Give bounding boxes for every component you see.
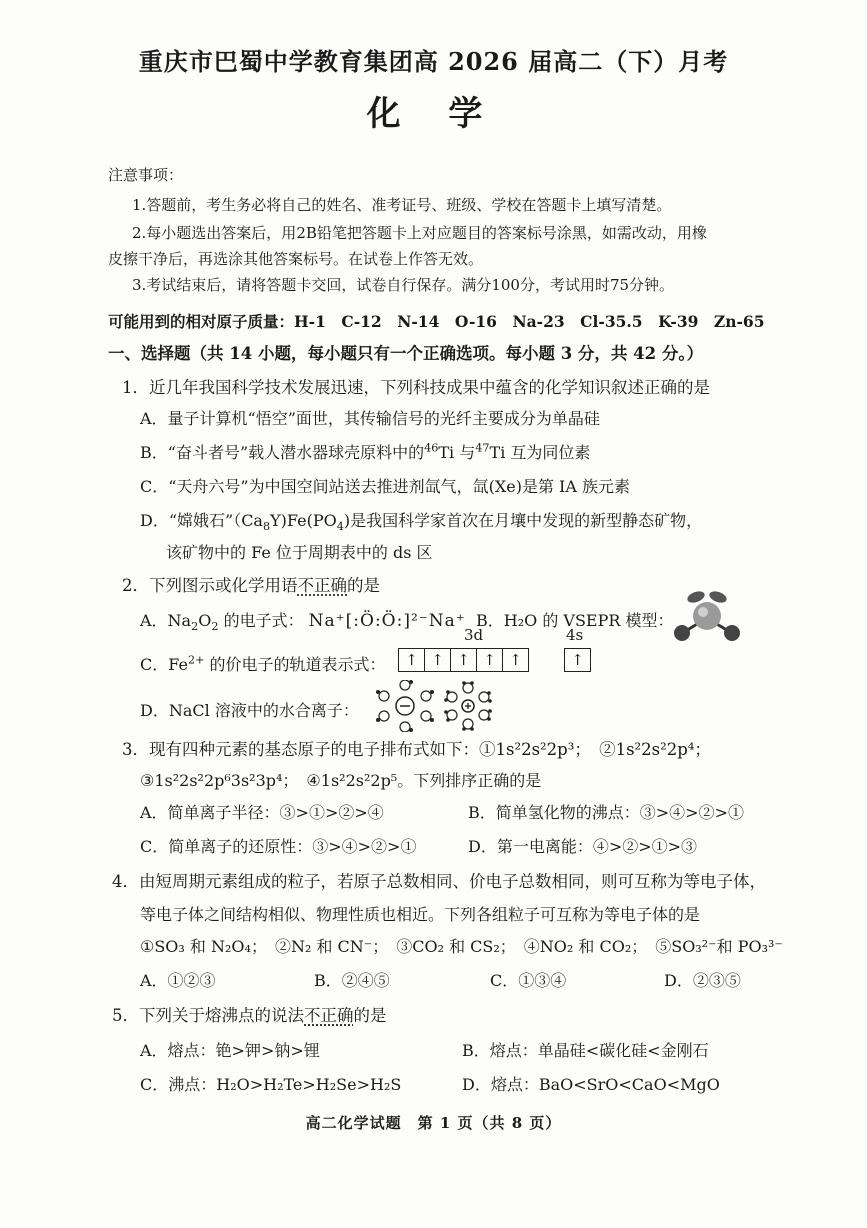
q5-option-c: C．沸点：H₂O>H₂Te>H₂Se>H₂S — [140, 1075, 402, 1094]
q1-d-text2: Y)Fe(PO — [270, 511, 337, 530]
atomic-masses: 可能用到的相对原子质量：H-1 C-12 N-14 O-16 Na-23 Cl-35.5 K-39 Zn-65 — [108, 312, 765, 331]
notice-item-1: 1.答题前，考生务必将自己的姓名、准考证号、班级、学校在答题卡上填写清楚。 — [132, 196, 672, 214]
q3-stem-cont: ③1s²2s²2p⁶3s²3p⁴； ④1s²2s²2p⁵。下列排序正确的是 — [140, 771, 542, 790]
q2-stem-text: 2．下列图示或化学用语 — [122, 576, 298, 595]
q3-option-b: B．简单氢化物的沸点：③>④>②>① — [468, 803, 744, 822]
orbital-cell: ↑ — [399, 649, 425, 671]
q2-option-c — [140, 652, 386, 675]
notice-item-2-cont: 皮擦干净后，再选涂其他答案标号。在试卷上作答无效。 — [108, 250, 484, 268]
orbital-cell: ↑ — [477, 649, 503, 671]
q3-option-a: A．简单离子半径：③>①>②>④ — [140, 803, 384, 822]
orbital-cell: ↑ — [571, 651, 584, 669]
q5-option-a: A．熔点：铯>钾>钠>锂 — [140, 1041, 320, 1060]
q5-stem-emphasis: 不正确 — [304, 1006, 354, 1025]
q1-d-sub2: 4 — [336, 520, 344, 534]
q1-option-c: C．“天舟六号”为中国空间站送去推进剂氙气，氙(Xe)是第 IA 族元素 — [140, 477, 630, 496]
orbital-cell: ↑ — [509, 651, 522, 669]
subject-title: 化 学 — [366, 94, 501, 134]
q1-option-a: A．量子计算机“悟空”面世，其传输信号的光纤主要成分为单晶硅 — [140, 409, 600, 428]
q5-stem-text: 5．下列关于熔沸点的说法 — [112, 1006, 304, 1025]
q4-stem: 4．由短周期元素组成的粒子，若原子总数相同、价电子总数相同，则可互称为等电子体， — [112, 872, 766, 891]
q2-a-sub2: 2 — [211, 620, 219, 634]
q1-b-mass1: 46 — [424, 441, 439, 455]
orbital-box-3d — [398, 648, 529, 672]
q2-a-formula: Na⁺[:Ö:Ö:]²⁻Na⁺ — [308, 611, 466, 631]
q1-b-mass2: 47 — [475, 441, 490, 455]
q3-stem: 3．现有四种元素的基态原子的电子排布式如下：①1s²2s²2p³； ②1s²2s²2p⁴； — [122, 740, 711, 759]
q4-option-c: C．①③④ — [490, 971, 567, 990]
q2-a-text2: O — [198, 611, 212, 630]
orbital-cell: ↑ — [425, 649, 451, 671]
q1-d-text3: )是我国科学家首次在月壤中发现的新型静态矿物， — [343, 511, 703, 530]
hydrated-ion-icon — [372, 680, 500, 732]
q3-option-d: D．第一电离能：④>②>①>③ — [468, 837, 698, 856]
q1-option-d-cont: 该矿物中的 Fe 位于周期表中的 ds 区 — [166, 543, 433, 562]
q1-option-d — [140, 508, 703, 534]
q4-option-b: B．②④⑤ — [314, 971, 390, 990]
q2-option-b: B．H₂O 的 VSEPR 模型： — [476, 611, 674, 630]
q5-option-d: D．熔点：BaO<SrO<CaO<MgO — [462, 1075, 720, 1094]
q5-stem — [112, 1002, 387, 1026]
q4-stem-cont: 等电子体之间结构相似、物理性质也相近。下列各组粒子可互称为等电子体的是 — [140, 905, 701, 924]
page-footer: 高二化学试题 第 1 页（共 8 页） — [305, 1114, 562, 1132]
orbital-diagram — [398, 626, 598, 674]
q1-d-sub1: 8 — [262, 520, 271, 534]
q2-stem-emphasis: 不正确 — [297, 576, 347, 595]
q3-option-c: C．简单离子的还原性：③>④>②>① — [140, 837, 417, 856]
q2-stem-text2: 的是 — [347, 576, 380, 595]
orbital-label-3d: 3d — [464, 626, 484, 644]
orbital-label-4s: 4s — [566, 626, 584, 644]
exam-title: 重庆市巴蜀中学教育集团高 2026 届高二（下）月考 — [138, 47, 729, 76]
q2-c-charge: 2+ — [187, 653, 205, 667]
q1-b-text2: Ti 与 — [438, 443, 476, 462]
q2-c-text2: 的价电子的轨道表示式： — [204, 655, 386, 674]
q2-a-text3: 的电子式： — [218, 611, 304, 630]
q4-option-d: D．②③⑤ — [664, 971, 741, 990]
q1-option-b — [140, 440, 590, 463]
q1-d-text: D．“嫦娥石”（Ca — [140, 511, 263, 530]
vsepr-model-icon — [668, 588, 746, 644]
q2-option-d: D．NaCl 溶液中的水合离子： — [140, 701, 359, 720]
q2-a-sub1: 2 — [191, 620, 199, 634]
notice-heading: 注意事项： — [108, 166, 184, 184]
q1-b-text: B．“奋斗者号”载人潜水器球壳原料中的 — [140, 443, 425, 462]
q2-stem — [122, 572, 380, 596]
q1-b-text3: Ti 互为同位素 — [489, 443, 591, 462]
q2-a-text: A．Na — [140, 611, 192, 630]
q4-option-a: A．①②③ — [140, 971, 216, 990]
q5-option-b: B．熔点：单晶硅<碳化硅<金刚石 — [462, 1041, 709, 1060]
section-heading: 一、选择题（共 14 小题，每小题只有一个正确选项。每小题 3 分，共 42 分。） — [108, 344, 704, 363]
q4-items: ①SO₃ 和 N₂O₄； ②N₂ 和 CN⁻； ③CO₂ 和 CS₂； ④NO₂ 和 CO₂； ⑤SO₃²⁻和 PO₃³⁻ — [140, 937, 783, 956]
orbital-box-4s — [564, 648, 591, 672]
orbital-cell: ↑ — [451, 649, 477, 671]
notice-item-2: 2.每小题选出答案后，用2B铅笔把答题卡上对应题目的答案标号涂黑，如需改动，用橡 — [132, 224, 707, 242]
q1-stem: 1．近几年我国科学技术发展迅速，下列科技成果中蕴含的化学知识叙述正确的是 — [122, 378, 710, 397]
q2-c-text: C．Fe — [140, 655, 188, 674]
q5-stem-text2: 的是 — [353, 1006, 387, 1025]
notice-item-3: 3.考试结束后，请将答题卡交回，试卷自行保存。满分100分，考试用时75分钟。 — [132, 276, 675, 294]
